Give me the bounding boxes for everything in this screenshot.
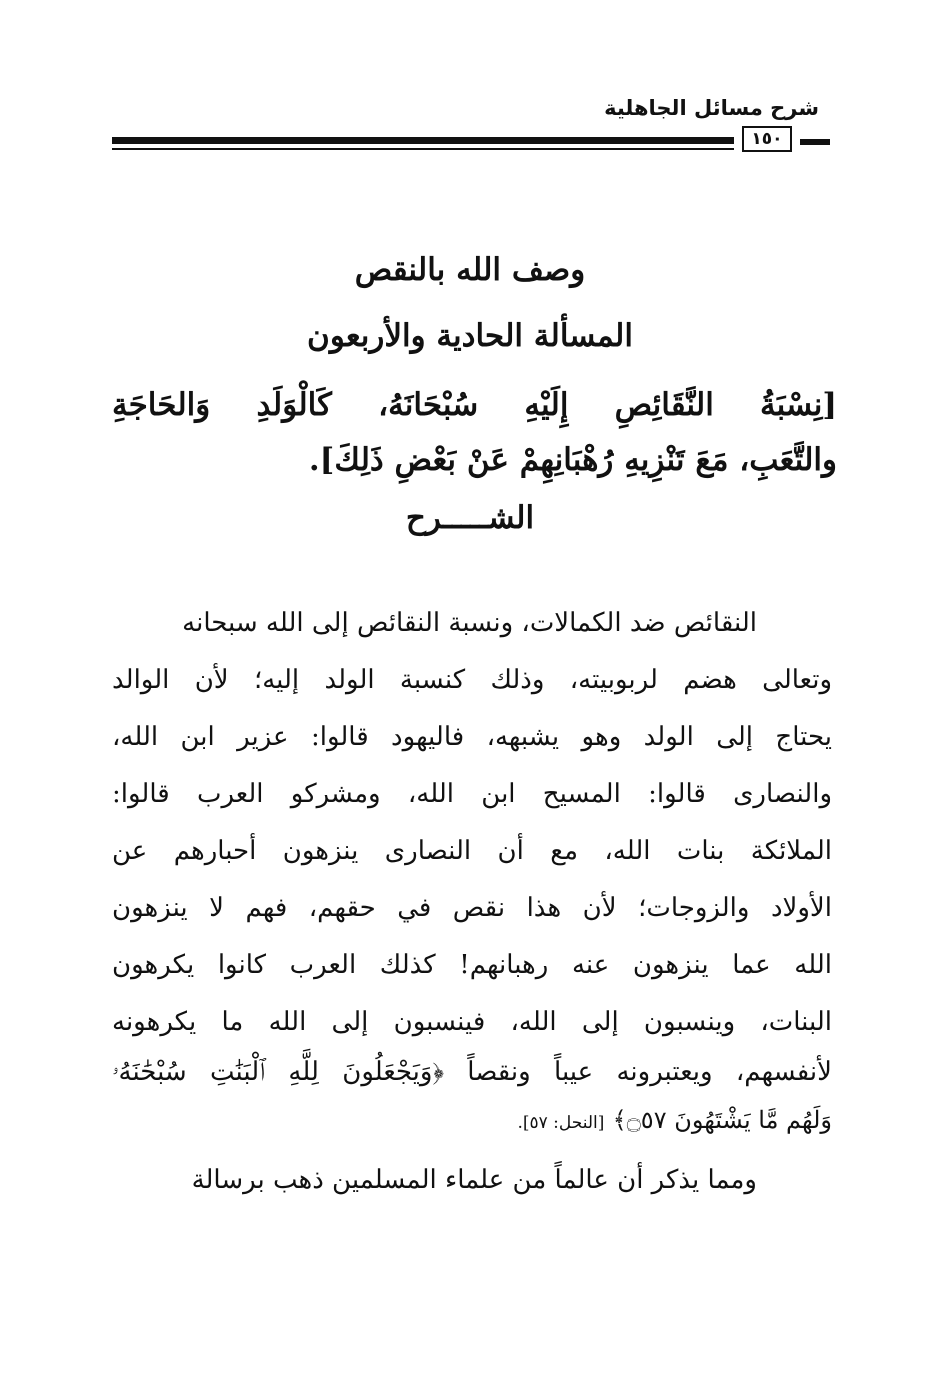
header-rule (112, 137, 734, 144)
matn-line-1: [نِسْبَةُ النَّقَائِصِ إِلَيْهِ سُبْحَانَهُ، كَالْوَلَدِ وَالحَاجَةِ (112, 387, 837, 423)
issue-heading: المسألة الحادية والأربعون (307, 318, 633, 354)
body-line-1: النقائص ضد الكمالات، ونسبة النقائص إلى الله سبحانه (182, 608, 757, 638)
body-line-7: الله عما ينزهون عنه رهبانهم! كذلك العرب كانوا يكرهون (112, 950, 832, 980)
matn-line-2: والتَّعَبِ، مَعَ تَنْزِيهِ رُهْبَانِهِمْ عَنْ بَعْضِ ذَلِكَ]. (308, 442, 837, 478)
body-line-6: الأولاد والزوجات؛ لأن هذا نقص في حقهم، فهم لا ينزهون (112, 893, 832, 923)
verse-line (112, 1100, 832, 1143)
topic-heading: وصف الله بالنقص (354, 252, 586, 288)
header-rule-short (800, 139, 830, 145)
body-line-last: ومما يذكر أن عالماً من علماء المسلمين ذهب برسالة (191, 1165, 757, 1195)
explanation-heading: الشـــــرح (405, 500, 535, 536)
body-line-2: وتعالى هضم لربوبيته، وذلك كنسبة الولد إليه؛ لأن الوالد (112, 665, 832, 695)
body-line-8: البنات، وينسبون إلى الله، فينسبون إلى الله ما يكرهونه (112, 1007, 832, 1037)
body-line-4: والنصارى قالوا: المسيح ابن الله، ومشركو العرب قالوا: (112, 779, 832, 809)
body-line-5: الملائكة بنات الله، مع أن النصارى ينزهون أحبارهم عن (112, 836, 832, 866)
quran-verse: وَلَهُم مَّا يَشْتَهُونَ ۝٥٧﴾ (612, 1106, 832, 1134)
running-title: شرح مسائل الجاهلية (604, 96, 819, 120)
page-number: ١٥٠ (742, 126, 792, 152)
body-line-9: لأنفسهم، ويعتبرونه عيباً ونقصاً ﴿وَيَجْعَلُونَ لِلَّهِ ٱلْبَنَٰتِ سُبْحَٰنَهُۥ (112, 1057, 832, 1087)
verse-reference: [النحل: ٥٧]. (517, 1113, 605, 1133)
body-line-3: يحتاج إلى الولد وهو يشبهه، فاليهود قالوا: عزير ابن الله، (112, 722, 832, 752)
header-rule-thin (112, 148, 734, 150)
